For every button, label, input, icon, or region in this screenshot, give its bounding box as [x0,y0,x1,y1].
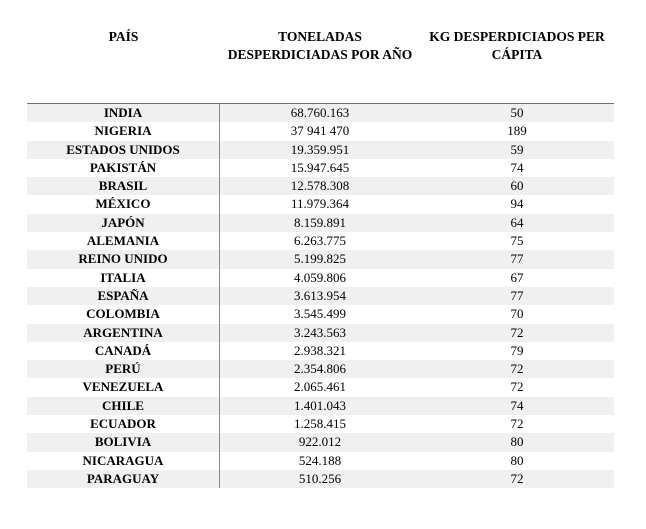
cell-toneladas: 8.159.891 [294,214,346,230]
table-row [27,378,614,396]
cell-pais: ALEMANIA [27,232,220,250]
cell-pais: JAPÓN [27,214,220,232]
cell-pais: ARGENTINA [27,324,220,342]
cell-kg: 64 [510,214,524,230]
column-header-toneladas-label: TONELADAS DESPERDICIADAS POR AÑO [227,29,413,62]
cell-kg: 50 [510,105,524,120]
cell-kg: 59 [510,141,524,157]
cell-kg: 80 [510,452,524,468]
cell-kg: 72 [510,416,524,432]
table-row [27,269,614,287]
cell-pais: PARAGUAY [27,470,220,488]
cell-pais: BRASIL [27,177,220,195]
cell-toneladas: 15.947.645 [290,159,350,175]
table-row [27,122,614,140]
column-header-kg [420,28,614,64]
cell-kg: 74 [510,159,524,175]
cell-toneladas: 19.359.951 [290,141,350,157]
table-row [27,104,614,122]
cell-toneladas: 11.979.364 [290,196,350,212]
cell-pais: CHILE [27,397,220,415]
table-row [27,214,614,232]
cell-kg: 80 [510,434,524,450]
table-row [27,232,614,250]
cell-toneladas: 3.243.563 [294,324,346,340]
cell-pais: MÉXICO [27,195,220,213]
cell-toneladas: 524.188 [298,452,342,468]
cell-pais: INDIA [27,104,220,122]
cell-kg: 72 [510,361,524,377]
table-row [27,250,614,268]
column-header-kg-label: KG DESPERDICIADOS PER CÁPITA [429,29,605,62]
cell-toneladas: 5.199.825 [294,251,346,267]
cell-toneladas: 922.012 [298,434,342,450]
cell-kg: 72 [510,324,524,340]
cell-toneladas: 37 941 470 [290,123,350,139]
cell-kg: 74 [510,397,524,413]
cell-kg: 75 [510,233,524,249]
column-header-pais [27,28,220,64]
cell-kg: 67 [510,269,524,285]
cell-pais: VENEZUELA [27,378,220,396]
cell-pais: ESPAÑA [27,287,220,305]
cell-toneladas: 1.401.043 [294,397,346,413]
cell-kg: 60 [510,178,524,194]
cell-toneladas: 3.545.499 [294,306,346,322]
table-row [27,305,614,323]
table-body [27,103,614,488]
cell-toneladas: 12.578.308 [290,178,350,194]
cell-pais: COLOMBIA [27,305,220,323]
cell-pais: PAKISTÁN [27,159,220,177]
cell-kg: 72 [510,379,524,395]
cell-toneladas: 1.258.415 [294,416,346,432]
table-row [27,141,614,159]
cell-kg: 79 [510,342,524,358]
cell-kg: 77 [510,287,524,303]
cell-kg: 189 [507,123,527,139]
cell-toneladas: 3.613.954 [294,287,346,303]
table-header [27,28,614,64]
cell-pais: PERÚ [27,360,220,378]
cell-kg: 72 [510,470,524,486]
table-row [27,324,614,342]
cell-kg: 70 [510,306,524,322]
table-row [27,159,614,177]
table-row [27,342,614,360]
column-header-toneladas [220,28,420,64]
cell-toneladas: 510.256 [298,470,342,486]
cell-toneladas: 4.059.806 [294,269,346,285]
cell-kg: 77 [510,251,524,267]
table-row [27,415,614,433]
table-row [27,287,614,305]
table-row [27,360,614,378]
table-row [27,452,614,470]
column-header-pais-label: PAÍS [108,29,139,44]
cell-toneladas: 2.065.461 [294,379,346,395]
table-row [27,195,614,213]
cell-pais: REINO UNIDO [27,250,220,268]
cell-toneladas: 2.354.806 [294,361,346,377]
cell-toneladas: 68.760.163 [290,105,350,120]
table-row [27,177,614,195]
table-row [27,433,614,451]
cell-pais: ITALIA [27,269,220,287]
table-row [27,470,614,488]
cell-toneladas: 2.938.321 [294,342,346,358]
table-row [27,397,614,415]
cell-pais: NIGERIA [27,122,220,140]
cell-pais: ECUADOR [27,415,220,433]
cell-pais: NICARAGUA [27,452,220,470]
cell-pais: CANADÁ [27,342,220,360]
cell-pais: ESTADOS UNIDOS [27,141,220,159]
cell-pais: BOLIVIA [27,433,220,451]
cell-kg: 94 [510,196,524,212]
cell-toneladas: 6.263.775 [294,233,346,249]
